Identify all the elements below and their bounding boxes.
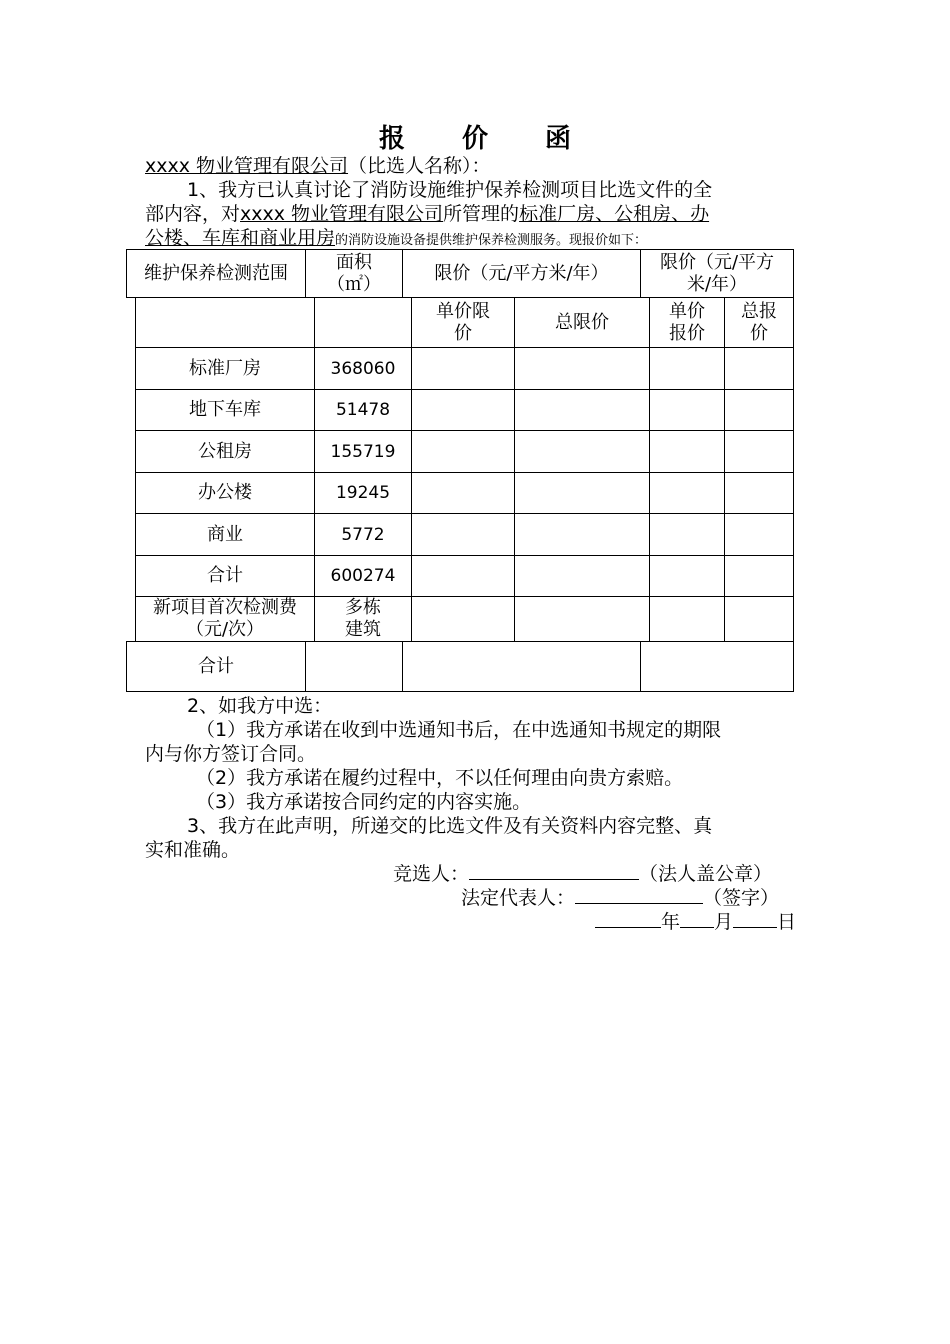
- row-unit-quote[interactable]: [650, 390, 725, 431]
- table-row: [136, 348, 794, 390]
- clause-2-1b: 内与你方签订合同。: [145, 743, 317, 765]
- intro-small-text: 的消防设施设备提供维护保养检测服务。现报价如下：: [335, 233, 648, 248]
- intro-company: xxxx 物业管理有限公司: [240, 203, 444, 225]
- subheader-scope-blank: [136, 298, 315, 348]
- row-total-quote[interactable]: [725, 556, 794, 597]
- row-area: 600274: [315, 556, 412, 597]
- row-area: 19245: [315, 473, 412, 514]
- row-unit-limit[interactable]: [412, 431, 515, 473]
- month-blank[interactable]: [680, 909, 714, 928]
- row-unit-quote[interactable]: [650, 514, 725, 556]
- row-total-quote[interactable]: [725, 473, 794, 514]
- rep-line: [461, 885, 779, 910]
- row-total-limit[interactable]: [515, 473, 650, 514]
- row-unit-quote[interactable]: [650, 348, 725, 390]
- row-area: 5772: [315, 514, 412, 556]
- intro-scope-b: 公楼、车库和商业用房: [145, 227, 336, 249]
- subheader-unit-quote: 单价报价: [650, 298, 725, 348]
- row-total-limit[interactable]: [515, 348, 650, 390]
- row-unit-limit[interactable]: [412, 514, 515, 556]
- row-total-limit[interactable]: [515, 556, 650, 597]
- row-area: 155719: [315, 431, 412, 473]
- footer-limit[interactable]: [403, 642, 641, 692]
- row-unit-limit[interactable]: [412, 473, 515, 514]
- recipient-suffix: （比选人名称）：: [348, 155, 491, 177]
- bidder-line: [393, 861, 772, 886]
- row-unit-limit[interactable]: [412, 390, 515, 431]
- bidder-blank[interactable]: [469, 861, 639, 880]
- row-name: 标准厂房: [136, 348, 315, 390]
- row-name: 地下车库: [136, 390, 315, 431]
- intro-line-1: 1、我方已认真讨论了消防设施维护保养检测项目比选文件的全: [187, 179, 713, 201]
- bidder-label: 竞选人：: [393, 863, 470, 885]
- row-area: 368060: [315, 348, 412, 390]
- footer-total-label: 合计: [127, 642, 306, 692]
- date-line: [595, 909, 796, 934]
- header-quote: 限价（元/平方米/年）: [641, 250, 794, 298]
- intro-prefix: 部内容，对: [145, 203, 241, 225]
- footer-area[interactable]: [306, 642, 403, 692]
- bidder-note: （法人盖公章）: [639, 863, 773, 885]
- table-row: [136, 390, 794, 431]
- clause-2-1a: （1）我方承诺在收到中选通知书后，在中选通知书规定的期限: [196, 719, 722, 741]
- intro-line-2: [145, 202, 709, 226]
- row-total-quote[interactable]: [725, 597, 794, 642]
- subheader-area-blank: [315, 298, 412, 348]
- header-scope: 维护保养检测范围: [127, 250, 306, 298]
- row-unit-quote[interactable]: [650, 556, 725, 597]
- row-name: 合计: [136, 556, 315, 597]
- header-area: 面积（㎡）: [306, 250, 403, 298]
- header-limit: 限价（元/平方米/年）: [403, 250, 641, 298]
- row-unit-limit[interactable]: [412, 597, 515, 642]
- page-title: 报 价 函: [378, 124, 596, 154]
- rep-label: 法定代表人：: [461, 887, 576, 909]
- quote-header-table: [126, 249, 794, 298]
- row-unit-quote[interactable]: [650, 431, 725, 473]
- intro-mid: 所管理的: [443, 203, 520, 225]
- clause-2-3: （3）我方承诺按合同约定的内容实施。: [196, 791, 532, 813]
- year-blank[interactable]: [595, 909, 661, 928]
- row-total-quote[interactable]: [725, 514, 794, 556]
- row-total-limit[interactable]: [515, 597, 650, 642]
- month-label: 月: [714, 911, 734, 933]
- row-total-quote[interactable]: [725, 390, 794, 431]
- table-row: [136, 473, 794, 514]
- row-area: 51478: [315, 390, 412, 431]
- row-total-limit[interactable]: [515, 514, 650, 556]
- subheader-unit-limit: 单价限价: [412, 298, 515, 348]
- quote-footer-table: [126, 641, 794, 692]
- table-row: [136, 556, 794, 597]
- row-unit-limit[interactable]: [412, 348, 515, 390]
- recipient-company: xxxx 物业管理有限公司: [145, 155, 349, 177]
- table-row: [136, 514, 794, 556]
- quote-body-table: [135, 297, 794, 642]
- row-total-limit[interactable]: [515, 390, 650, 431]
- table-row: [136, 597, 794, 642]
- row-total-quote[interactable]: [725, 348, 794, 390]
- clause-2: 2、如我方中选：: [187, 695, 333, 717]
- row-name: 新项目首次检测费（元/次）: [136, 597, 315, 642]
- subheader-total-quote: 总报价: [725, 298, 794, 348]
- table-row: [136, 431, 794, 473]
- row-name: 公租房: [136, 431, 315, 473]
- day-blank[interactable]: [733, 909, 777, 928]
- row-unit-limit[interactable]: [412, 556, 515, 597]
- row-unit-quote[interactable]: [650, 597, 725, 642]
- row-name: 商业: [136, 514, 315, 556]
- rep-blank[interactable]: [575, 885, 703, 904]
- row-name: 办公楼: [136, 473, 315, 514]
- clause-2-2: （2）我方承诺在履约过程中，不以任何理由向贵方索赔。: [196, 767, 684, 789]
- clause-3b: 实和准确。: [145, 839, 241, 861]
- row-area: 多栋建筑: [315, 597, 412, 642]
- year-label: 年: [661, 911, 681, 933]
- intro-scope-a: 标准厂房、公租房、办: [519, 203, 710, 225]
- recipient-line: [145, 154, 491, 178]
- row-unit-quote[interactable]: [650, 473, 725, 514]
- day-label: 日: [777, 911, 797, 933]
- footer-quote[interactable]: [641, 642, 794, 692]
- clause-3a: 3、我方在此声明，所递交的比选文件及有关资料内容完整、真: [187, 815, 713, 837]
- row-total-limit[interactable]: [515, 431, 650, 473]
- rep-note: （签字）: [703, 887, 780, 909]
- subheader-total-limit: 总限价: [515, 298, 650, 348]
- row-total-quote[interactable]: [725, 431, 794, 473]
